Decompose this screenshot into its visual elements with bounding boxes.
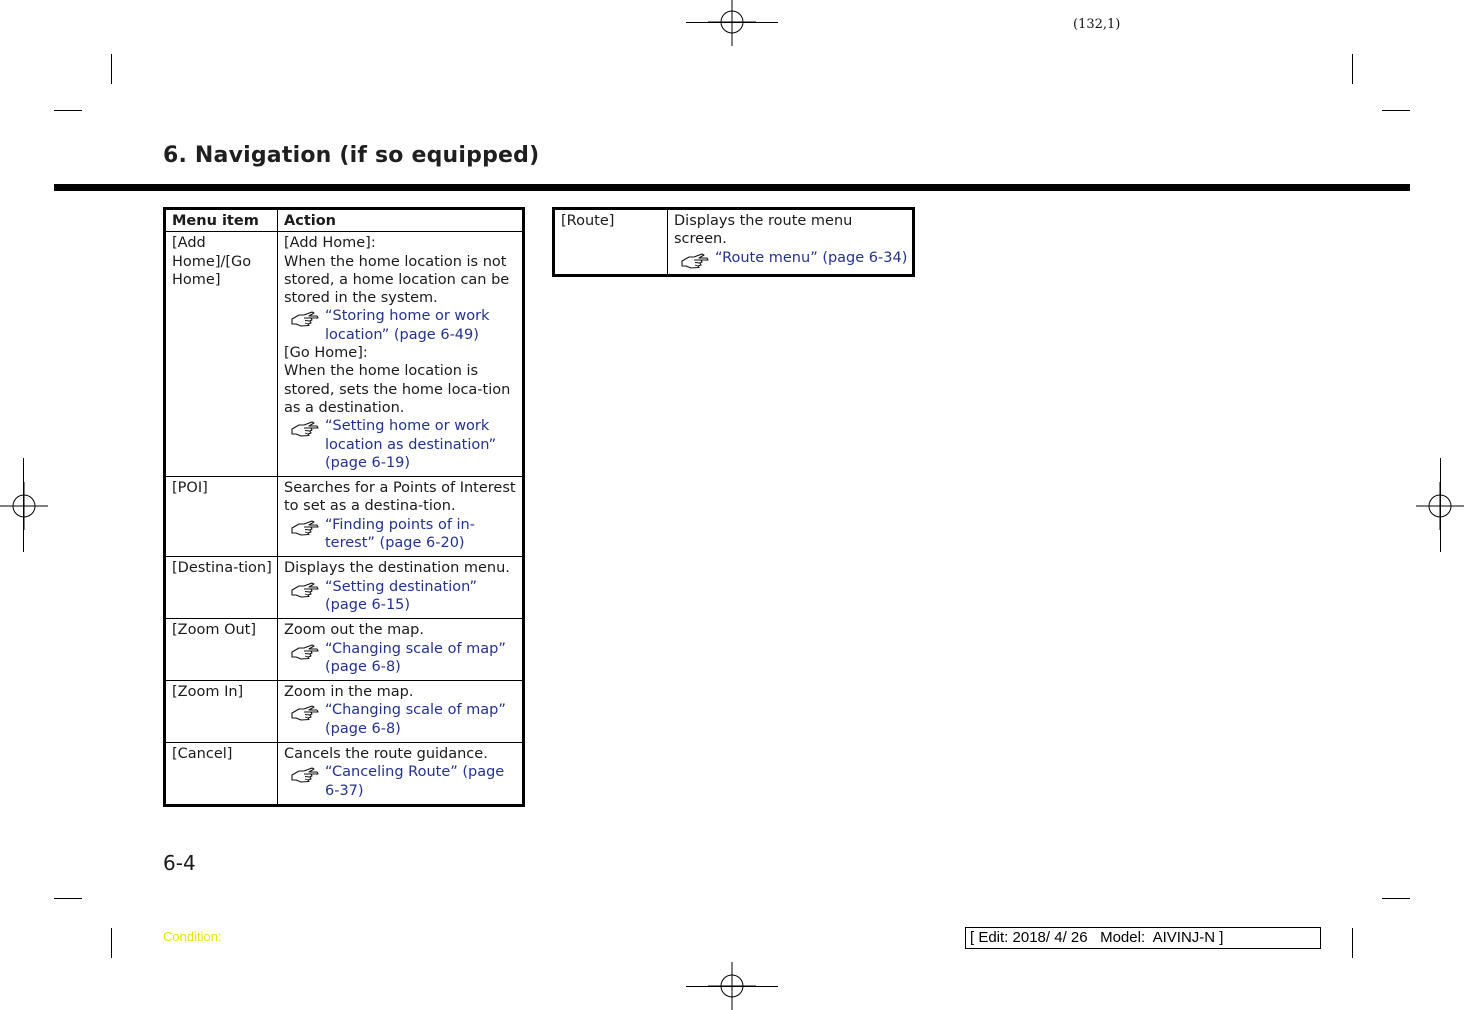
pointing-hand-icon bbox=[290, 701, 325, 722]
table-row bbox=[165, 477, 524, 557]
table-row bbox=[165, 619, 524, 681]
menu-item-cell: [POI] bbox=[165, 477, 278, 557]
action-cell bbox=[278, 681, 524, 743]
section-title: 6. Navigation (if so equipped) bbox=[163, 143, 540, 168]
page-reference-link[interactable] bbox=[290, 307, 518, 344]
table-row bbox=[165, 557, 524, 619]
registration-line bbox=[686, 986, 778, 987]
menu-table-right bbox=[552, 207, 915, 277]
crop-mark bbox=[54, 110, 82, 111]
condition-label: Condition: bbox=[163, 929, 222, 944]
action-cell bbox=[278, 477, 524, 557]
action-cell bbox=[278, 557, 524, 619]
action-description: [Add Home]: bbox=[284, 235, 376, 252]
page-reference-link[interactable] bbox=[680, 249, 908, 270]
action-description: Displays the route menu screen. bbox=[674, 213, 853, 248]
pointing-hand-icon bbox=[290, 307, 325, 328]
menu-item-cell: [Zoom In] bbox=[165, 681, 278, 743]
page-reference-link[interactable] bbox=[290, 516, 518, 553]
table-row bbox=[554, 209, 914, 276]
table-row bbox=[165, 232, 524, 477]
page-reference-link[interactable] bbox=[290, 578, 518, 615]
registration-line bbox=[1440, 458, 1441, 552]
pointing-hand-icon bbox=[290, 578, 325, 599]
pointing-hand-icon bbox=[290, 763, 325, 784]
print-code: (132,1) bbox=[1073, 17, 1121, 32]
crop-mark bbox=[1382, 110, 1410, 111]
pointing-hand-icon bbox=[290, 640, 325, 661]
page-reference-link[interactable] bbox=[290, 763, 518, 800]
edit-info: [ Edit: 2018/ 4/ 26 Model: AIVINJ-N ] bbox=[965, 927, 1321, 949]
menu-table-left bbox=[163, 207, 525, 807]
page-reference-text: “Changing scale of map” (page 6-8) bbox=[325, 640, 506, 675]
page-reference-link[interactable] bbox=[290, 417, 518, 472]
crop-mark bbox=[1382, 898, 1410, 899]
menu-item-cell: [Cancel] bbox=[165, 743, 278, 806]
page-reference-text: “Changing scale of map” (page 6-8) bbox=[325, 702, 506, 737]
page-reference-text: “Setting destination” (page 6-15) bbox=[325, 578, 478, 613]
page-reference-text: “Canceling Route” (page 6-37) bbox=[325, 764, 505, 799]
table-row bbox=[165, 681, 524, 743]
action-description: [Go Home]: bbox=[284, 345, 368, 362]
action-description: Cancels the route guidance. bbox=[284, 746, 488, 763]
pointing-hand-icon bbox=[290, 417, 325, 438]
page-reference-text: “Setting home or work location as destination” (page 6-19) bbox=[325, 418, 497, 471]
crop-mark bbox=[111, 928, 112, 958]
action-cell bbox=[668, 209, 914, 276]
column-header-action: Action bbox=[278, 209, 524, 232]
pointing-hand-icon bbox=[290, 516, 325, 537]
page-reference-text: “Finding points of in-terest” (page 6-20) bbox=[325, 516, 475, 552]
crop-mark bbox=[54, 898, 82, 899]
menu-item-cell: [Destina-tion] bbox=[165, 557, 278, 619]
crop-mark bbox=[1352, 928, 1353, 958]
registration-line bbox=[686, 22, 778, 23]
action-cell bbox=[278, 743, 524, 806]
action-description: When the home location is not stored, a home location can be stored in the system. bbox=[284, 253, 510, 307]
page-reference-text: “Storing home or work location” (page 6-49) bbox=[325, 308, 490, 343]
page-reference-text: “Route menu” (page 6-34) bbox=[715, 249, 908, 266]
action-description: Zoom in the map. bbox=[284, 684, 414, 701]
crop-mark bbox=[111, 54, 112, 84]
action-description: When the home location is stored, sets the home loca-tion as a destination. bbox=[284, 363, 511, 416]
action-cell bbox=[278, 232, 524, 477]
action-description: Zoom out the map. bbox=[284, 622, 424, 639]
column-header-menu-item: Menu item bbox=[165, 209, 278, 232]
title-rule bbox=[54, 184, 1410, 191]
registration-line bbox=[23, 458, 24, 552]
registration-mark-icon bbox=[0, 482, 48, 530]
menu-item-cell: [Zoom Out] bbox=[165, 619, 278, 681]
page-reference-link[interactable] bbox=[290, 640, 518, 677]
crop-mark bbox=[1352, 54, 1353, 84]
menu-item-cell: [Add Home]/[Go Home] bbox=[165, 232, 278, 477]
table-row bbox=[165, 743, 524, 806]
page-reference-link[interactable] bbox=[290, 701, 518, 738]
pointing-hand-icon bbox=[680, 249, 715, 270]
action-description: Displays the destination menu. bbox=[284, 560, 510, 577]
action-description: Searches for a Points of Interest to set as a destina-tion. bbox=[284, 480, 516, 515]
menu-item-cell: [Route] bbox=[554, 209, 668, 276]
action-cell bbox=[278, 619, 524, 681]
page-number: 6-4 bbox=[163, 851, 196, 875]
registration-mark-icon bbox=[708, 0, 756, 46]
